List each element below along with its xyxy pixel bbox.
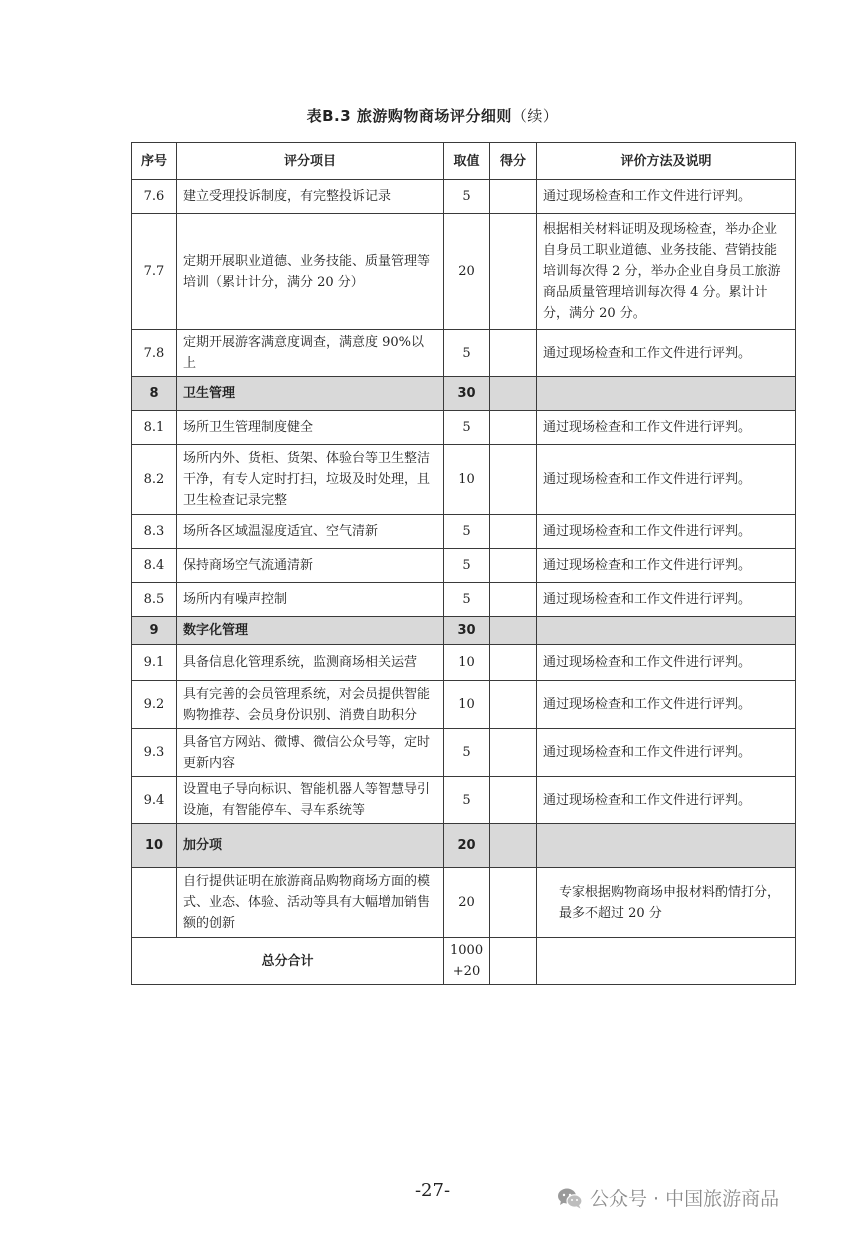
section-row [132,617,796,645]
table-row [132,515,796,549]
row-value: 5 [444,729,490,777]
section-no: 9 [132,617,177,645]
row-no [132,868,177,938]
row-value: 10 [444,681,490,729]
row-no: 8.3 [132,515,177,549]
row-no: 9.4 [132,777,177,824]
section-score [490,377,537,411]
table-row [132,645,796,681]
row-value: 20 [444,868,490,938]
row-value: 5 [444,411,490,445]
row-score [490,645,537,681]
total-value-base: 1000 [450,943,484,958]
row-item: 自行提供证明在旅游商品购物商场方面的模式、业态、体验、活动等具有大幅增加销售额的创新 [177,868,444,938]
table-row [132,868,796,938]
section-title: 数字化管理 [177,617,444,645]
table-row [132,411,796,445]
total-value [444,938,490,985]
row-method: 通过现场检查和工作文件进行评判。 [537,180,796,214]
section-method [537,617,796,645]
row-method: 通过现场检查和工作文件进行评判。 [537,411,796,445]
row-value: 5 [444,180,490,214]
row-score [490,515,537,549]
row-value: 5 [444,777,490,824]
table-row [132,583,796,617]
row-score [490,681,537,729]
row-item: 具备官方网站、微博、微信公众号等，定时更新内容 [177,729,444,777]
section-score [490,824,537,868]
table-row [132,445,796,515]
table-row [132,729,796,777]
row-no: 8.2 [132,445,177,515]
table-row [132,330,796,377]
row-method: 通过现场检查和工作文件进行评判。 [537,645,796,681]
row-score [490,868,537,938]
row-item: 场所卫生管理制度健全 [177,411,444,445]
page-number: -27- [414,1180,451,1201]
section-row [132,377,796,411]
section-value: 20 [444,824,490,868]
row-score [490,330,537,377]
row-no: 8.5 [132,583,177,617]
row-value: 5 [444,515,490,549]
row-item: 建立受理投诉制度，有完整投诉记录 [177,180,444,214]
row-no: 7.7 [132,214,177,330]
section-value: 30 [444,617,490,645]
header-method: 评价方法及说明 [537,143,796,180]
header-value: 取值 [444,143,490,180]
watermark [556,1184,779,1211]
wechat-icon [556,1186,584,1210]
row-score [490,729,537,777]
row-method: 通过现场检查和工作文件进行评判。 [537,445,796,515]
section-score [490,617,537,645]
row-no: 9.2 [132,681,177,729]
row-method: 根据相关材料证明及现场检查，举办企业自身员工职业道德、业务技能、营销技能培训每次得 2 分，举办企业自身员工旅游商品质量管理培训每次得 4 分。累计计分，满分 20 分。 [537,214,796,330]
row-item: 保持商场空气流通清新 [177,549,444,583]
row-item: 设置电子导向标识、智能机器人等智慧导引设施，有智能停车、寻车系统等 [177,777,444,824]
row-score [490,445,537,515]
caption-title: 表B.3 旅游购物商场评分细则 [306,107,512,125]
total-score [490,938,537,985]
row-score [490,180,537,214]
row-item: 场所内有噪声控制 [177,583,444,617]
row-no: 9.3 [132,729,177,777]
section-no: 8 [132,377,177,411]
row-value: 5 [444,549,490,583]
row-item: 定期开展职业道德、业务技能、质量管理等培训（累计计分，满分 20 分） [177,214,444,330]
section-value: 30 [444,377,490,411]
table-row [132,549,796,583]
row-score [490,214,537,330]
watermark-text: 公众号 · 中国旅游商品 [590,1188,780,1210]
table-row [132,180,796,214]
row-method: 通过现场检查和工作文件进行评判。 [537,777,796,824]
row-score [490,777,537,824]
row-item: 场所内外、货柜、货架、体验台等卫生整洁干净，有专人定时打扫，垃圾及时处理，且卫生检查记录完整 [177,445,444,515]
row-item: 场所各区域温湿度适宜、空气清新 [177,515,444,549]
row-method: 通过现场检查和工作文件进行评判。 [537,515,796,549]
table-row [132,214,796,330]
section-no: 10 [132,824,177,868]
row-method: 通过现场检查和工作文件进行评判。 [537,681,796,729]
row-item: 具备信息化管理系统，监测商场相关运营 [177,645,444,681]
row-no: 9.1 [132,645,177,681]
header-item: 评分项目 [177,143,444,180]
row-score [490,549,537,583]
total-row [132,938,796,985]
row-no: 8.1 [132,411,177,445]
row-method: 专家根据购物商场申报材料酌情打分，最多不超过 20 分 [537,868,796,938]
section-title: 加分项 [177,824,444,868]
table-header-row [132,143,796,180]
row-value: 20 [444,214,490,330]
section-title: 卫生管理 [177,377,444,411]
table-row [132,777,796,824]
row-value: 10 [444,445,490,515]
row-no: 7.8 [132,330,177,377]
header-score: 得分 [490,143,537,180]
caption-continued: （续） [511,107,559,125]
section-row [132,824,796,868]
row-value: 10 [444,645,490,681]
row-method: 通过现场检查和工作文件进行评判。 [537,729,796,777]
row-score [490,583,537,617]
total-label: 总分合计 [132,938,444,985]
total-value-bonus: +20 [452,964,481,979]
row-item: 定期开展游客满意度调查，满意度 90%以上 [177,330,444,377]
table-row [132,681,796,729]
section-method [537,377,796,411]
row-value: 5 [444,330,490,377]
row-method: 通过现场检查和工作文件进行评判。 [537,549,796,583]
row-item: 具有完善的会员管理系统，对会员提供智能购物推荐、会员身份识别、消费自助积分 [177,681,444,729]
header-no: 序号 [132,143,177,180]
row-no: 8.4 [132,549,177,583]
table-caption [0,105,865,126]
total-method [537,938,796,985]
row-value: 5 [444,583,490,617]
scoring-table [131,142,796,985]
row-method: 通过现场检查和工作文件进行评判。 [537,330,796,377]
row-method: 通过现场检查和工作文件进行评判。 [537,583,796,617]
row-no: 7.6 [132,180,177,214]
row-score [490,411,537,445]
section-method [537,824,796,868]
